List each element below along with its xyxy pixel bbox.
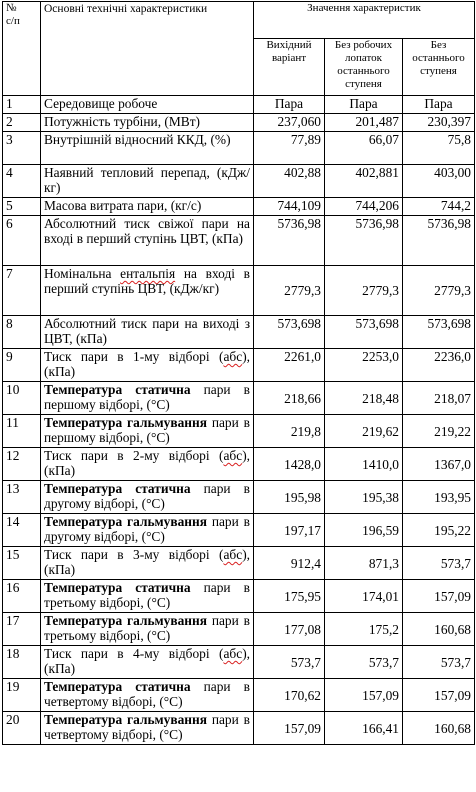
value-no-stage: 160,68 xyxy=(403,712,475,745)
row-number: 7 xyxy=(3,266,41,316)
value-no-blades: 218,48 xyxy=(325,382,403,415)
row-number: 19 xyxy=(3,679,41,712)
table-row xyxy=(3,266,475,316)
value-no-blades: 174,01 xyxy=(325,580,403,613)
value-no-blades: 871,3 xyxy=(325,547,403,580)
value-no-blades: 402,881 xyxy=(325,165,403,198)
value-no-stage: 573,7 xyxy=(403,646,475,679)
value-no-blades: 744,206 xyxy=(325,198,403,216)
row-number: 1 xyxy=(3,96,41,114)
table-row xyxy=(3,415,475,448)
row-name: Тиск пари в 4-му відборі (абс), (кПа) xyxy=(41,646,254,679)
value-original: 237,060 xyxy=(254,114,325,132)
value-original: 2779,3 xyxy=(254,266,325,316)
row-name: Абсолютний тиск свіжої пари на вході в перший ступінь ЦВТ, (кПа) xyxy=(41,216,254,266)
row-name: Температура гальмування пари в першому відборі, (°С) xyxy=(41,415,254,448)
value-original: 195,98 xyxy=(254,481,325,514)
row-number: 3 xyxy=(3,132,41,165)
value-no-stage: 573,7 xyxy=(403,547,475,580)
row-number: 17 xyxy=(3,613,41,646)
value-original: 175,95 xyxy=(254,580,325,613)
row-number: 10 xyxy=(3,382,41,415)
value-no-stage: 160,68 xyxy=(403,613,475,646)
value-original: 157,09 xyxy=(254,712,325,745)
row-number: 6 xyxy=(3,216,41,266)
value-original: 170,62 xyxy=(254,679,325,712)
value-no-stage: 403,00 xyxy=(403,165,475,198)
header-values-group: Значення характеристик xyxy=(254,2,475,39)
value-original: 218,66 xyxy=(254,382,325,415)
row-name: Тиск пари в 3-му відборі (абс), (кПа) xyxy=(41,547,254,580)
value-no-stage: 75,8 xyxy=(403,132,475,165)
value-no-blades: 166,41 xyxy=(325,712,403,745)
value-original: 402,88 xyxy=(254,165,325,198)
value-no-blades: 573,7 xyxy=(325,646,403,679)
value-original: 573,698 xyxy=(254,316,325,349)
row-number: 13 xyxy=(3,481,41,514)
table-row xyxy=(3,216,475,266)
table-row xyxy=(3,349,475,382)
header-col-original: Вихідний варіант xyxy=(254,39,325,96)
table-row xyxy=(3,96,475,114)
value-no-blades: 5736,98 xyxy=(325,216,403,266)
table-row xyxy=(3,448,475,481)
value-no-stage: 195,22 xyxy=(403,514,475,547)
value-no-stage: 573,698 xyxy=(403,316,475,349)
row-name: Температура гальмування пари в четвертому відборі, (°С) xyxy=(41,712,254,745)
value-no-stage: 744,2 xyxy=(403,198,475,216)
value-no-stage: 219,22 xyxy=(403,415,475,448)
table-row xyxy=(3,514,475,547)
value-no-stage: 230,397 xyxy=(403,114,475,132)
row-number: 14 xyxy=(3,514,41,547)
table-row xyxy=(3,382,475,415)
value-no-stage: 193,95 xyxy=(403,481,475,514)
value-no-stage: 218,07 xyxy=(403,382,475,415)
row-number: 18 xyxy=(3,646,41,679)
row-number: 20 xyxy=(3,712,41,745)
row-name: Температура статична пари в третьому відборі, (°С) xyxy=(41,580,254,613)
value-original: 2261,0 xyxy=(254,349,325,382)
value-no-blades: 196,59 xyxy=(325,514,403,547)
value-no-blades: Пара xyxy=(325,96,403,114)
table-row xyxy=(3,547,475,580)
header-col-no-blades: Без робочих лопаток останнього ступеня xyxy=(325,39,403,96)
value-original: Пара xyxy=(254,96,325,114)
row-name: Номінальна ентальпія на вході в перший ступінь ЦВТ, (кДж/кг) xyxy=(41,266,254,316)
value-no-blades: 573,698 xyxy=(325,316,403,349)
value-no-blades: 157,09 xyxy=(325,679,403,712)
table-row xyxy=(3,165,475,198)
row-number: 11 xyxy=(3,415,41,448)
row-name: Температура статична пари в четвертому відборі, (°С) xyxy=(41,679,254,712)
value-original: 77,89 xyxy=(254,132,325,165)
row-number: 9 xyxy=(3,349,41,382)
row-name: Тиск пари в 2-му відборі (абс), (кПа) xyxy=(41,448,254,481)
value-original: 197,17 xyxy=(254,514,325,547)
row-number: 12 xyxy=(3,448,41,481)
value-no-stage: 157,09 xyxy=(403,580,475,613)
row-name: Температура статична пари в другому відборі, (°С) xyxy=(41,481,254,514)
table-row xyxy=(3,132,475,165)
row-name: Абсолютний тиск пари на виході з ЦВТ, (кПа) xyxy=(41,316,254,349)
header-characteristics: Основні технічні характеристики xyxy=(41,2,254,96)
value-original: 219,8 xyxy=(254,415,325,448)
value-original: 912,4 xyxy=(254,547,325,580)
row-number: 8 xyxy=(3,316,41,349)
value-no-blades: 195,38 xyxy=(325,481,403,514)
row-number: 4 xyxy=(3,165,41,198)
row-number: 16 xyxy=(3,580,41,613)
row-name: Масова витрата пари, (кг/с) xyxy=(41,198,254,216)
row-name: Внутрішній відносний ККД, (%) xyxy=(41,132,254,165)
row-name: Температура статична пари в першому відборі, (°С) xyxy=(41,382,254,415)
value-original: 573,7 xyxy=(254,646,325,679)
header-col-no-stage: Без останнього ступеня xyxy=(403,39,475,96)
value-no-stage: Пара xyxy=(403,96,475,114)
value-no-blades: 2253,0 xyxy=(325,349,403,382)
table-row xyxy=(3,613,475,646)
value-no-blades: 219,62 xyxy=(325,415,403,448)
row-name: Наявний тепловий перепад, (кДж/кг) xyxy=(41,165,254,198)
table-row xyxy=(3,481,475,514)
table-row xyxy=(3,198,475,216)
value-no-stage: 157,09 xyxy=(403,679,475,712)
table-row xyxy=(3,316,475,349)
row-name: Середовище робоче xyxy=(41,96,254,114)
header-number: № с/п xyxy=(3,2,41,96)
value-no-stage: 2236,0 xyxy=(403,349,475,382)
row-number: 2 xyxy=(3,114,41,132)
value-original: 744,109 xyxy=(254,198,325,216)
value-original: 5736,98 xyxy=(254,216,325,266)
value-no-stage: 5736,98 xyxy=(403,216,475,266)
value-no-stage: 2779,3 xyxy=(403,266,475,316)
row-name: Температура гальмування пари в третьому відборі, (°С) xyxy=(41,613,254,646)
value-no-blades: 1410,0 xyxy=(325,448,403,481)
row-name: Температура гальмування пари в другому відборі, (°С) xyxy=(41,514,254,547)
table-row xyxy=(3,646,475,679)
value-original: 177,08 xyxy=(254,613,325,646)
value-original: 1428,0 xyxy=(254,448,325,481)
table-row xyxy=(3,114,475,132)
table-row xyxy=(3,679,475,712)
row-number: 15 xyxy=(3,547,41,580)
table-row xyxy=(3,580,475,613)
value-no-stage: 1367,0 xyxy=(403,448,475,481)
value-no-blades: 175,2 xyxy=(325,613,403,646)
value-no-blades: 201,487 xyxy=(325,114,403,132)
characteristics-table xyxy=(2,1,475,745)
value-no-blades: 2779,3 xyxy=(325,266,403,316)
row-number: 5 xyxy=(3,198,41,216)
value-no-blades: 66,07 xyxy=(325,132,403,165)
row-name: Тиск пари в 1-му відборі (абс), (кПа) xyxy=(41,349,254,382)
table-row xyxy=(3,712,475,745)
row-name: Потужність турбіни, (МВт) xyxy=(41,114,254,132)
